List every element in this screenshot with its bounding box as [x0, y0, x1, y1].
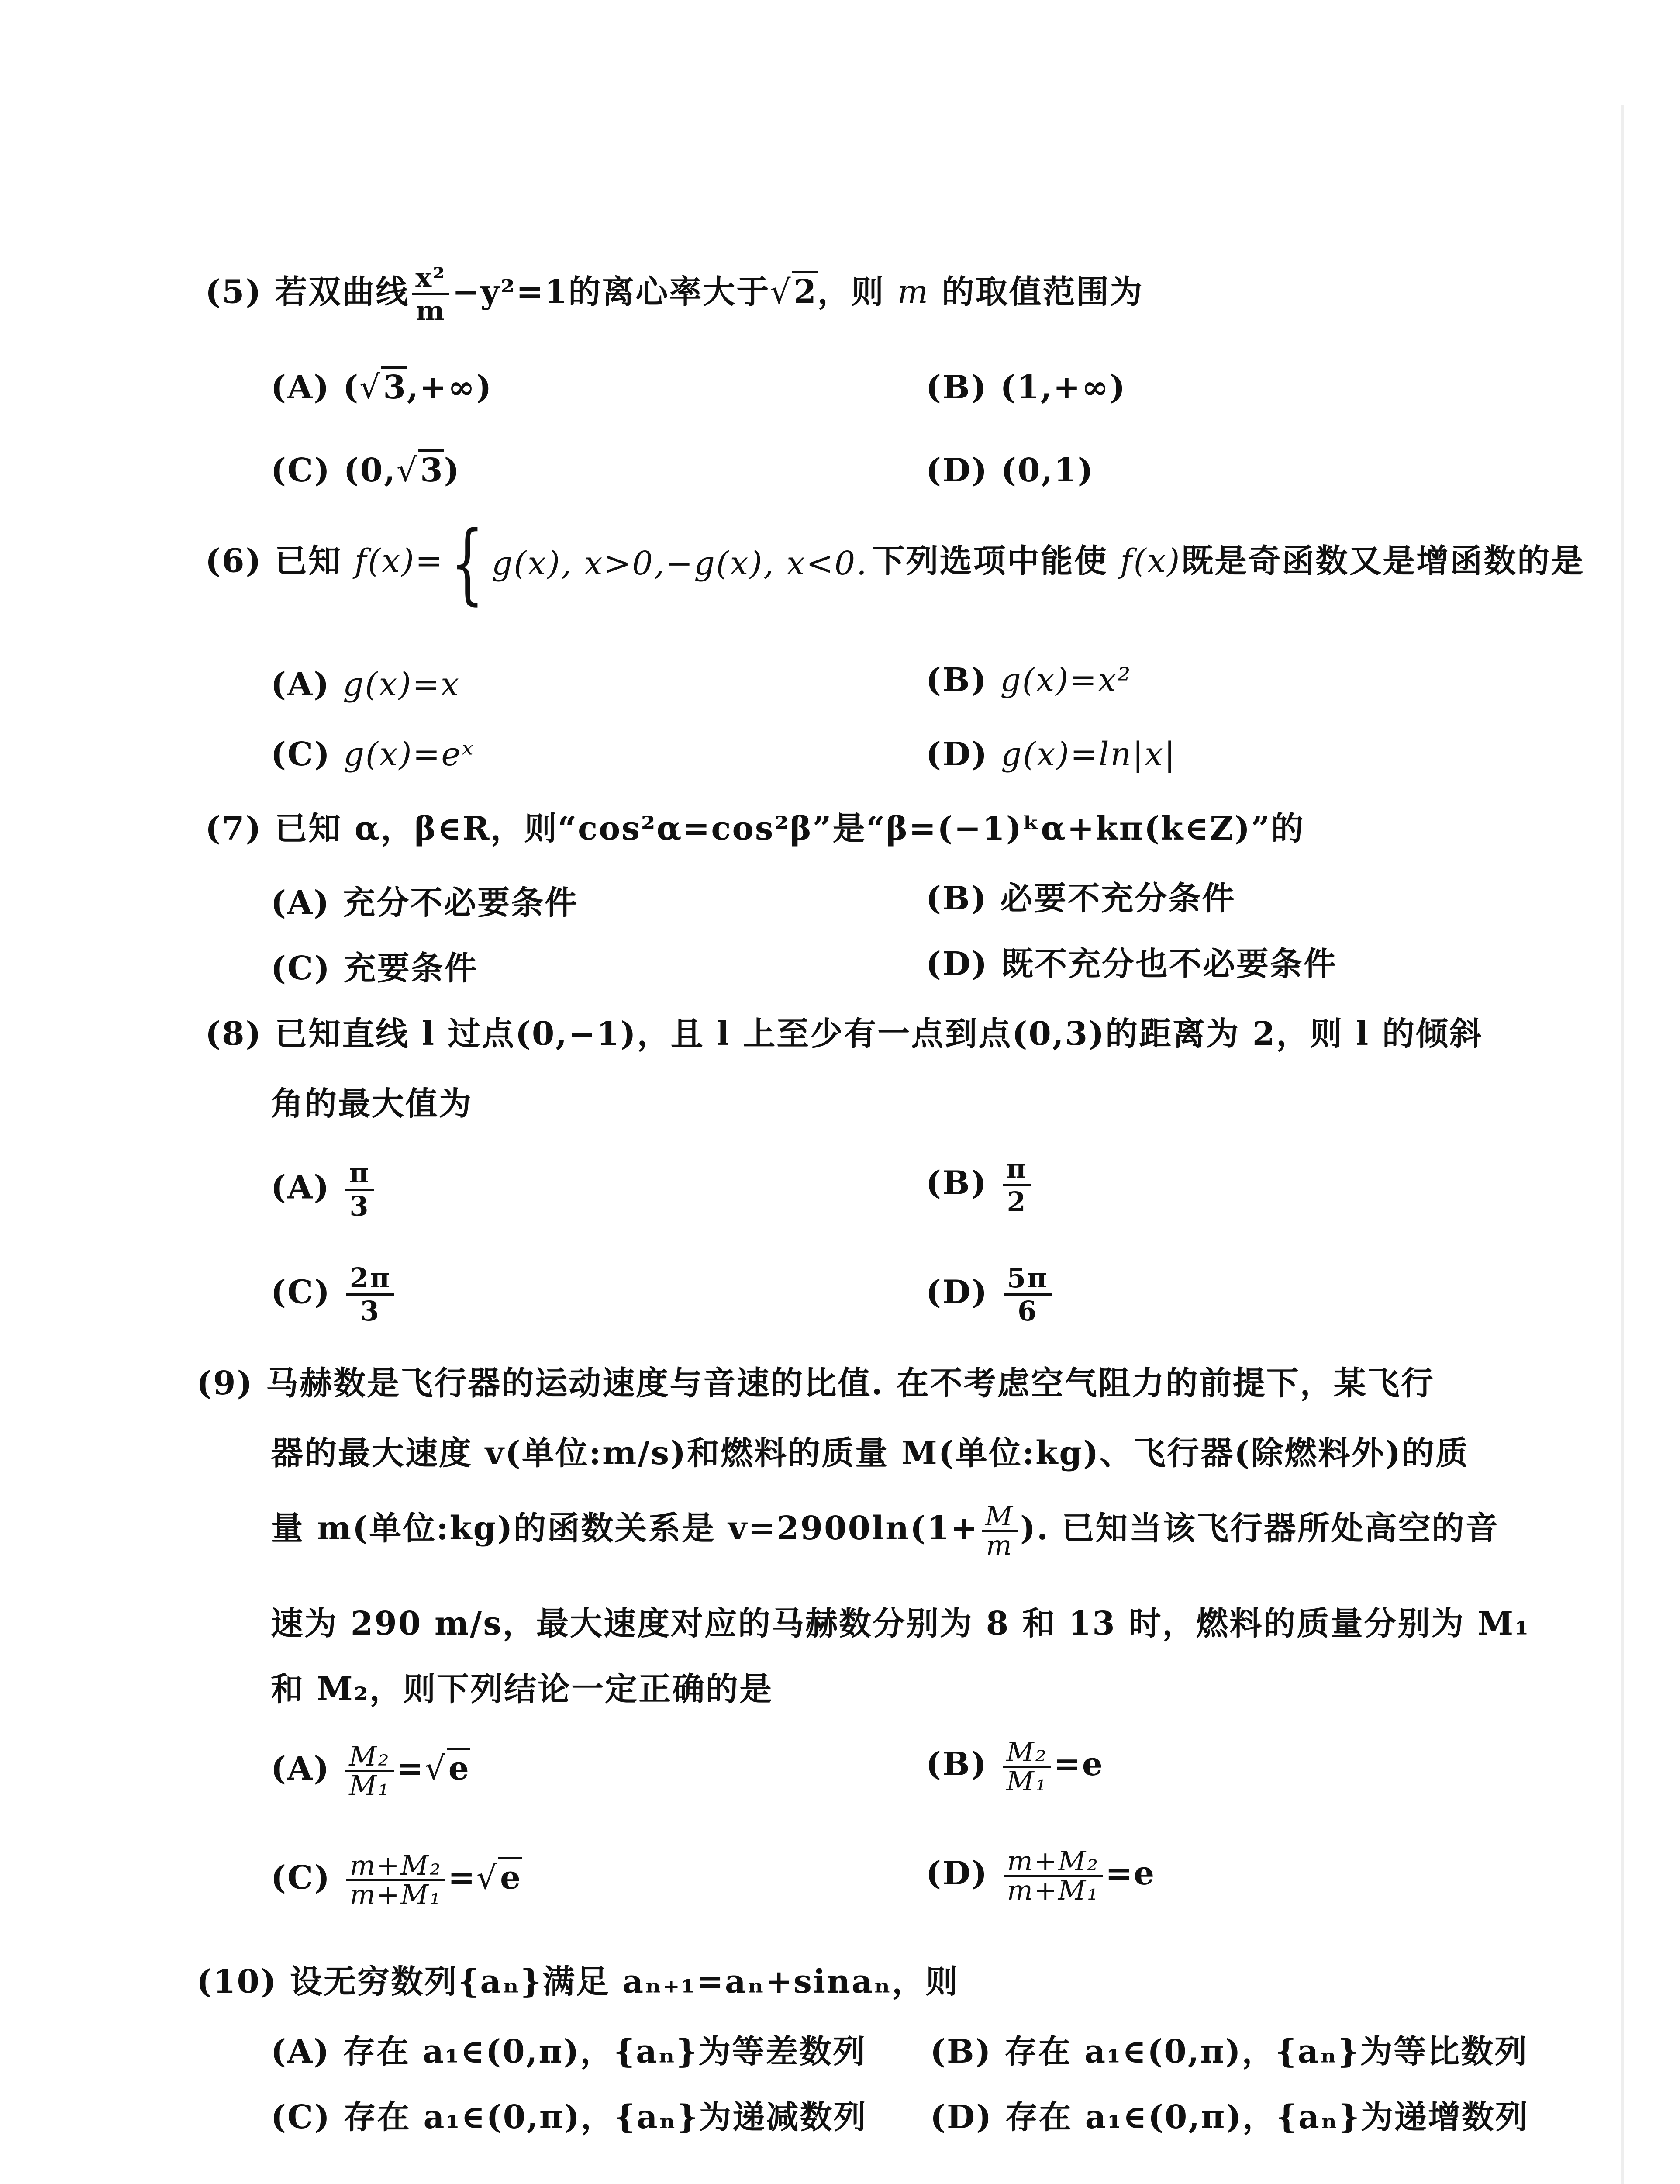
- fraction: [345, 1158, 373, 1222]
- question-8-stem-continued: [271, 1085, 473, 1123]
- option-a: [271, 884, 579, 922]
- option-label: (C): [271, 1859, 331, 1897]
- option-text: 必要不充分条件: [1000, 880, 1236, 917]
- equals-sign: =: [448, 1859, 476, 1897]
- sqrt-symbol: √: [396, 452, 419, 489]
- fraction: [1004, 1845, 1103, 1906]
- option-c: [271, 2098, 867, 2136]
- fraction-denominator: M₁: [1006, 1765, 1048, 1797]
- question-number: (7): [205, 810, 262, 847]
- brace-symbol: {: [450, 512, 485, 614]
- stem-text: 马赫数是飞行器的运动速度与音速的比值. 在不考虑空气阻力的前提下，某飞行: [266, 1365, 1435, 1402]
- option-text: g(x)=x: [343, 666, 460, 703]
- option-text: 存在 a₁∈(0,π)，{aₙ}为等差数列: [343, 2033, 867, 2070]
- case-1: g(x), x>0,: [492, 544, 666, 582]
- option-a: [271, 2035, 866, 2068]
- fraction-denominator: 3: [349, 1190, 370, 1223]
- option-label: (C): [271, 1273, 331, 1311]
- option-label: (B): [926, 369, 988, 406]
- option-text: =e: [1053, 1745, 1104, 1783]
- question-6-stem: [205, 512, 1585, 614]
- fraction-numerator: M₂: [345, 1743, 393, 1772]
- fraction: [1003, 1153, 1031, 1218]
- option-label: (A): [271, 666, 331, 703]
- fraction: [1004, 1262, 1052, 1327]
- option-c: [271, 1262, 397, 1327]
- question-number: (10): [197, 1963, 278, 2001]
- question-number: (5): [205, 273, 262, 311]
- option-label: (D): [926, 452, 989, 489]
- stem-text: 既是奇函数又是增函数的是: [1181, 542, 1585, 580]
- option-text: (1,+∞): [1000, 369, 1127, 406]
- stem-text: 若双曲线: [275, 273, 410, 311]
- stem-text: 已知 α，β∈R，则“cos²α=cos²β”是“β=(−1)ᵏα+kπ(k∈Z)”的: [275, 810, 1305, 847]
- sqrt-value: 2: [792, 271, 818, 311]
- sqrt-value: 3: [418, 449, 444, 489]
- option-a: [271, 371, 493, 404]
- fraction-denominator: 6: [1018, 1295, 1038, 1327]
- stem-text: 已知: [275, 542, 342, 580]
- fraction-denominator: m+M₁: [349, 1879, 442, 1911]
- option-text: ): [444, 452, 461, 489]
- stem-text: 的离心率大于: [568, 273, 770, 311]
- option-label: (D): [930, 2098, 993, 2136]
- fraction-denominator: 2: [1007, 1186, 1027, 1218]
- option-text: ,+∞): [407, 369, 493, 406]
- option-b: [926, 882, 1235, 915]
- option-label: (A): [271, 884, 331, 922]
- option-text: (: [343, 369, 360, 406]
- stem-text: ，则: [817, 273, 885, 311]
- option-a: [271, 1740, 470, 1801]
- piecewise-cases: [492, 539, 868, 589]
- fraction: [346, 1849, 445, 1911]
- fraction-denominator: m: [416, 295, 446, 327]
- option-text: 存在 a₁∈(0,π)，{aₙ}为等比数列: [1004, 2033, 1528, 2070]
- option-label: (A): [271, 2033, 331, 2070]
- sqrt-value: e: [447, 1748, 470, 1787]
- sqrt-symbol: √: [770, 273, 792, 311]
- option-b: [930, 2035, 1528, 2068]
- fraction-numerator: M: [982, 1503, 1018, 1532]
- question-10-stem: [197, 1963, 959, 2001]
- option-label: (A): [271, 1750, 331, 1787]
- fraction: [982, 1500, 1018, 1561]
- option-label: (B): [926, 880, 988, 917]
- option-c: [271, 738, 475, 771]
- option-b: [926, 1738, 1104, 1795]
- fraction-denominator: 3: [360, 1295, 381, 1327]
- option-label: (D): [926, 1855, 989, 1892]
- option-d: [930, 2098, 1529, 2136]
- question-9-line-3: [271, 1500, 1499, 1561]
- option-label: (D): [926, 945, 989, 983]
- option-c: [271, 454, 461, 487]
- page-footer: [0, 2180, 1680, 2184]
- variable: m: [897, 273, 929, 311]
- fraction: [1003, 1738, 1051, 1795]
- option-text: g(x)=eˣ: [343, 736, 475, 773]
- function-expression: f(x): [1120, 542, 1181, 580]
- fraction-numerator: x²: [412, 262, 449, 295]
- fraction-numerator: m+M₂: [346, 1852, 445, 1881]
- question-number: (6): [205, 542, 262, 580]
- option-label: (B): [930, 2033, 992, 2070]
- fraction: [346, 1262, 395, 1327]
- option-d: [926, 1845, 1156, 1906]
- option-text: =e: [1105, 1855, 1156, 1892]
- question-9-stem: [197, 1367, 1435, 1400]
- option-text: 充分不必要条件: [343, 884, 579, 922]
- stem-text: 下列选项中能使: [872, 542, 1108, 580]
- sqrt-symbol: √: [424, 1750, 447, 1787]
- question-7-stem: [205, 812, 1305, 845]
- option-text: g(x)=ln|x|: [1000, 736, 1176, 773]
- stem-text: 和 M₂，则下列结论一定正确的是: [271, 1670, 773, 1708]
- option-b: [926, 371, 1126, 404]
- option-label: (D): [926, 1273, 989, 1311]
- option-label: (D): [926, 736, 989, 773]
- question-8-stem: [205, 1015, 1483, 1053]
- equals-sign: =: [396, 1750, 425, 1787]
- right-edge-divider: [1621, 105, 1624, 2184]
- case-2: −g(x), x<0.: [666, 544, 868, 582]
- question-number: (8): [205, 1015, 262, 1053]
- sqrt-symbol: √: [476, 1859, 498, 1897]
- option-d: [926, 738, 1176, 771]
- equation-tail: −y²=1: [452, 273, 569, 311]
- question-5-stem: [205, 262, 1144, 327]
- option-a: [271, 668, 460, 701]
- fraction: [412, 262, 449, 327]
- option-text: 既不充分也不必要条件: [1000, 945, 1337, 983]
- sqrt-symbol: √: [359, 369, 382, 406]
- option-b: [926, 661, 1132, 699]
- option-label: (C): [271, 950, 331, 987]
- stem-text: 角的最大值为: [271, 1085, 473, 1123]
- option-label: (B): [926, 1164, 988, 1202]
- fraction-denominator: M₁: [349, 1769, 390, 1801]
- option-label: (C): [271, 452, 331, 489]
- sqrt-value: e: [498, 1857, 522, 1897]
- option-label: (A): [271, 369, 331, 406]
- option-label: (A): [271, 1168, 331, 1206]
- option-label: (B): [926, 661, 988, 699]
- option-label: (C): [271, 2098, 331, 2136]
- fraction-denominator: m+M₁: [1007, 1874, 1100, 1906]
- question-9-line-2: [271, 1434, 1470, 1472]
- fraction-numerator: 2π: [346, 1262, 395, 1296]
- option-d: [926, 945, 1337, 983]
- stem-text: 量 m(单位:kg)的函数关系是 v=2900ln(1+: [271, 1510, 979, 1547]
- option-text: 存在 a₁∈(0,π)，{aₙ}为递减数列: [343, 2098, 867, 2136]
- option-c: [271, 1849, 522, 1911]
- option-label: (B): [926, 1745, 988, 1783]
- fraction-numerator: m+M₂: [1004, 1848, 1103, 1877]
- fraction-numerator: M₂: [1003, 1738, 1051, 1768]
- fraction-numerator: π: [345, 1158, 373, 1191]
- option-text: 充要条件: [343, 950, 478, 987]
- option-a: [271, 1158, 376, 1222]
- fraction-numerator: π: [1003, 1153, 1031, 1186]
- option-label: (C): [271, 736, 331, 773]
- fraction: [345, 1740, 393, 1801]
- question-9-line-4: [271, 1607, 1530, 1640]
- option-text: (0,: [343, 452, 397, 489]
- option-text: (0,1): [1000, 452, 1094, 489]
- option-c: [271, 952, 478, 985]
- option-text: 存在 a₁∈(0,π)，{aₙ}为递增数列: [1005, 2098, 1529, 2136]
- option-d: [926, 454, 1094, 487]
- option-text: g(x)=x²: [1000, 661, 1132, 699]
- stem-text: 器的最大速度 v(单位:m/s)和燃料的质量 M(单位:kg)、飞行器(除燃料外)的质: [271, 1434, 1470, 1472]
- question-9-line-5: [271, 1670, 773, 1708]
- question-number: (9): [197, 1365, 254, 1402]
- option-b: [926, 1153, 1034, 1218]
- fraction-numerator: 5π: [1004, 1262, 1052, 1296]
- sqrt-value: 3: [381, 366, 407, 406]
- fraction-denominator: m: [986, 1529, 1013, 1561]
- stem-text: 速为 290 m/s，最大速度对应的马赫数分别为 8 和 13 时，燃料的质量分别为 M₁: [271, 1605, 1530, 1642]
- stem-text: 设无穷数列{aₙ}满足 aₙ₊₁=aₙ+sinaₙ，则: [290, 1963, 959, 2001]
- stem-text: 的取值范围为: [942, 273, 1144, 311]
- function-expression: f(x)=: [355, 542, 444, 580]
- stem-text: 已知直线 l 过点(0,−1)，且 l 上至少有一点到点(0,3)的距离为 2，则 l 的倾斜: [275, 1015, 1483, 1053]
- option-d: [926, 1262, 1055, 1327]
- stem-text: ). 已知当该飞行器所处高空的音: [1020, 1510, 1499, 1547]
